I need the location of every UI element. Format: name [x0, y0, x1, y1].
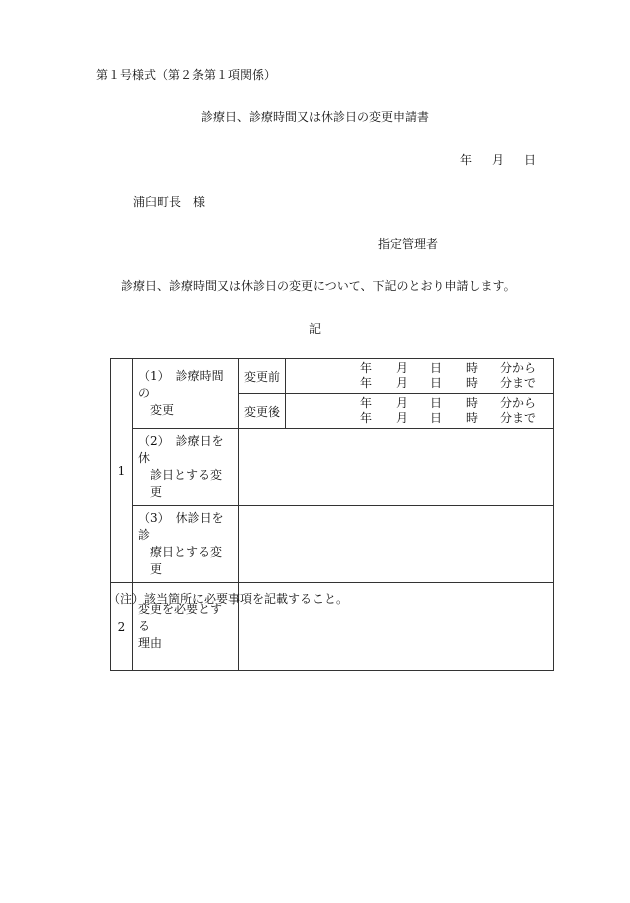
- body-text: 診療日、診療時間又は休診日の変更について、下記のとおり申請します。: [121, 279, 516, 293]
- form-number: 第１号様式（第２条第１項関係）: [96, 68, 277, 82]
- hour-label: 時: [466, 376, 479, 390]
- day-to-holiday-label-line1: （2） 診療日を休: [138, 434, 224, 465]
- holiday-to-day-label: [133, 506, 239, 583]
- until-suffix: 分まで: [500, 376, 537, 390]
- from-suffix: 分から: [500, 396, 537, 410]
- hour-label: 時: [466, 396, 479, 410]
- note-text: （注）該当箇所に必要事項を記載すること。: [108, 592, 349, 606]
- year-label: 年: [360, 376, 373, 390]
- day-label: 日: [430, 376, 443, 390]
- after-change-label: 変更後: [239, 394, 286, 429]
- hour-label: 時: [466, 361, 479, 375]
- year-label: 年: [360, 396, 373, 410]
- document-title: 診療日、診療時間又は休診日の変更申請書: [200, 110, 429, 124]
- item-1-number: 1: [111, 359, 133, 583]
- holiday-to-day-label-line1: （3） 休診日を診: [138, 511, 224, 542]
- month-label: 月: [396, 361, 409, 375]
- day-to-holiday-field[interactable]: [239, 429, 554, 506]
- reason-label-line2: 理由: [138, 636, 163, 650]
- hours-change-label: [133, 359, 239, 429]
- date-day-label: 日: [524, 153, 537, 167]
- before-change-time-field[interactable]: [286, 359, 554, 394]
- from-suffix: 分から: [500, 361, 537, 375]
- month-label: 月: [396, 411, 409, 425]
- month-label: 月: [396, 376, 409, 390]
- applicant-label: 指定管理者: [378, 237, 439, 251]
- year-label: 年: [360, 411, 373, 425]
- before-change-label: 変更前: [239, 359, 286, 394]
- hours-change-label-line2: 変更: [150, 403, 175, 417]
- month-label: 月: [396, 396, 409, 410]
- addressee: 浦臼町長 様: [133, 195, 206, 209]
- before-until-row: [292, 376, 547, 391]
- after-change-time-field[interactable]: [286, 394, 554, 429]
- date-year-label: 年: [460, 153, 473, 167]
- day-label: 日: [430, 411, 443, 425]
- day-to-holiday-label-line2: 診日とする変更: [150, 468, 223, 499]
- application-table: [110, 358, 554, 671]
- item-2-number: 2: [111, 583, 133, 671]
- ki-heading: 記: [308, 322, 321, 336]
- after-until-row: [292, 411, 547, 426]
- year-label: 年: [360, 361, 373, 375]
- after-from-row: [292, 396, 547, 411]
- day-label: 日: [430, 396, 443, 410]
- date-month-label: 月: [492, 153, 505, 167]
- hour-label: 時: [466, 411, 479, 425]
- before-from-row: [292, 361, 547, 376]
- hours-change-label-line1: （1） 診療時間の: [138, 369, 224, 400]
- holiday-to-day-field[interactable]: [239, 506, 554, 583]
- day-to-holiday-label: [133, 429, 239, 506]
- day-label: 日: [430, 361, 443, 375]
- reason-label-line1: 変更を必要とする: [138, 602, 223, 633]
- date-line: [460, 151, 536, 168]
- until-suffix: 分まで: [500, 411, 537, 425]
- holiday-to-day-label-line2: 療日とする変更: [150, 545, 223, 576]
